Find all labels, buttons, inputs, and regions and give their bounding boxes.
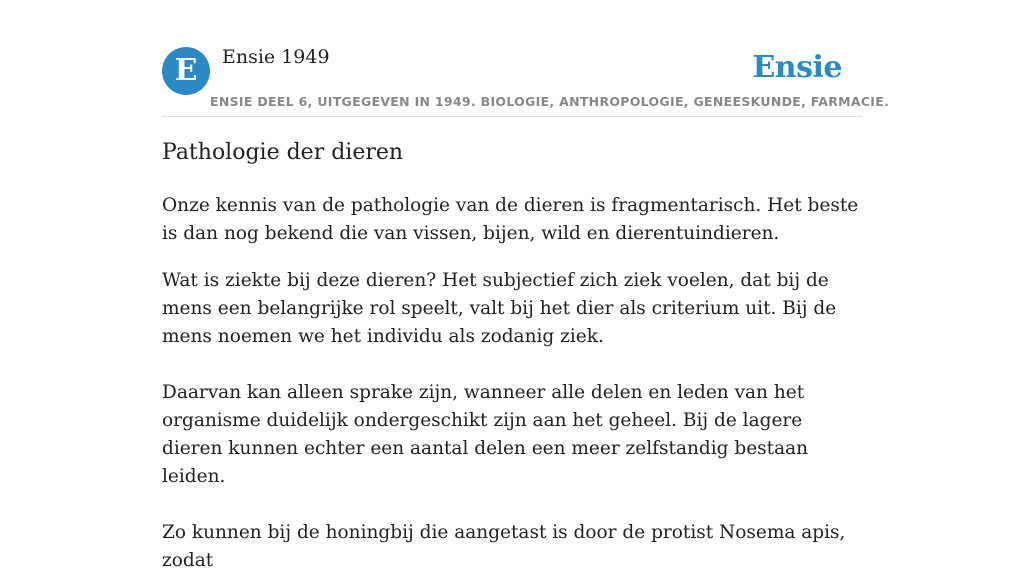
paragraph: Onze kennis van de pathologie van de dieren is fragmentarisch. Het beste is dan nog bekend die van vissen, bijen, wild en dierentuindieren. [162, 195, 859, 244]
brand-logo[interactable]: Ensie [752, 50, 842, 85]
article-body [162, 192, 862, 575]
article-title: Pathologie der dieren [162, 140, 404, 165]
paragraph: Wat is ziekte bij deze dieren? Het subjectief zich ziek voelen, dat bij de mens een belangrijke rol speelt, valt bij het dier als criterium uit. Bij de mens noemen we het individu als zodanig ziek. [162, 270, 837, 347]
book-subtitle: ENSIE DEEL 6, UITGEGEVEN IN 1949. BIOLOGIE, ANTHROPOLOGIE, GENEESKUNDE, FARMACIE. [210, 94, 890, 109]
ensie-logo-icon[interactable]: E [162, 47, 210, 95]
header [162, 0, 890, 117]
book-title[interactable]: Ensie 1949 [222, 46, 330, 68]
paragraph: Daarvan kan alleen sprake zijn, wanneer alle delen en leden van het organisme duidelijk ondergeschikt zijn aan het geheel. Bij de lagere dieren kunnen echter een aantal delen een meer zelfstandig bestaan leiden. [162, 382, 809, 487]
paragraph: Zo kunnen bij de honingbij die aangetast is door de protist Nosema apis, zodat [162, 522, 846, 571]
page [162, 0, 890, 571]
